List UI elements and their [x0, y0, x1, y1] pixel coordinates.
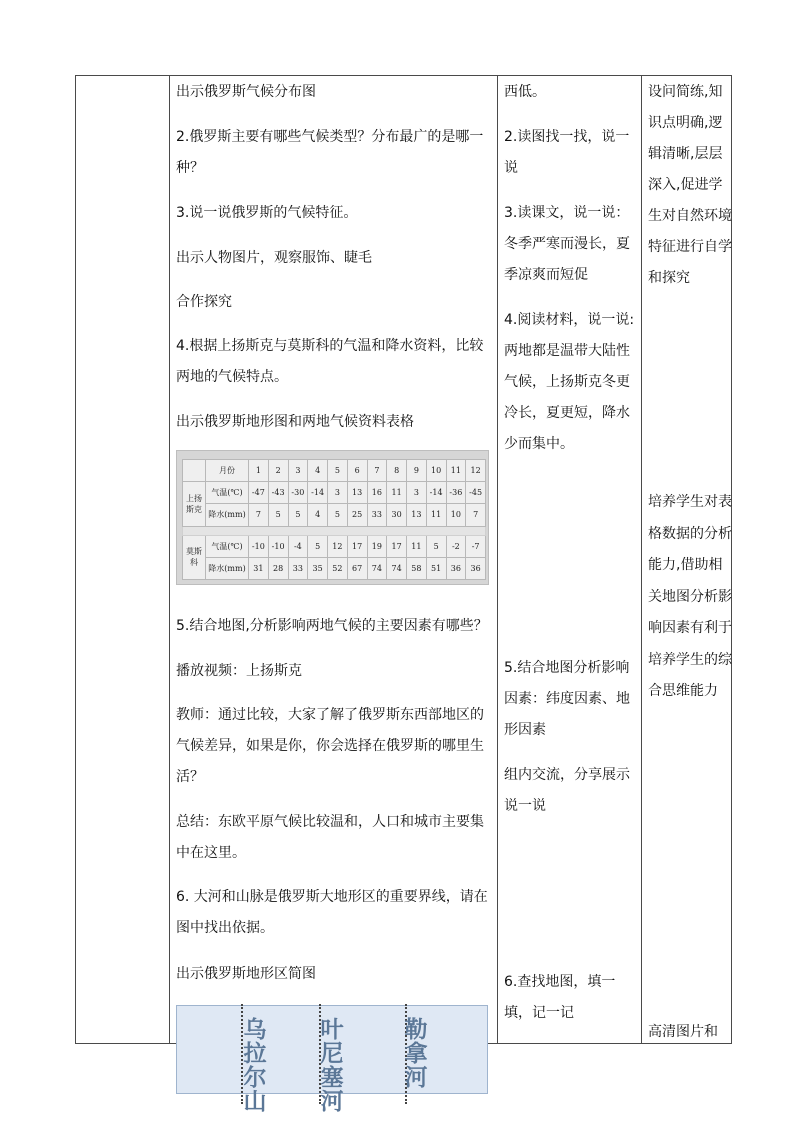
- climate-temperature-row: [183, 482, 486, 504]
- teacher-activity-text: 出示人物图片，观察服饰、睫毛: [176, 250, 372, 266]
- temperature-cell: 19: [367, 535, 387, 557]
- teacher-activity-text: 出示俄罗斯气候分布图: [176, 84, 316, 100]
- temperature-cell: 5: [308, 535, 328, 557]
- precipitation-label-cell: 降水(mm): [206, 557, 249, 579]
- design-intent-text: 设问简练,知识点明确,逻辑清晰,层层深入,促进学生对自然环境特征进行自学和探究: [648, 84, 732, 286]
- teacher-activity-text: 2.俄罗斯主要有哪些气候类型？分布最广的是哪一种？: [176, 129, 484, 176]
- precipitation-cell: 28: [268, 557, 288, 579]
- student-activity-text: 组内交流，分享展示说一说: [504, 767, 630, 814]
- precipitation-cell: 5: [288, 504, 308, 526]
- temperature-label-cell: 气温(℃): [206, 535, 249, 557]
- temperature-cell: -2: [446, 535, 466, 557]
- teacher-activity-text: 教师：通过比较，大家了解了俄罗斯东西部地区的气候差异，如果是你，你会选择在俄罗斯的哪里生活？: [176, 707, 484, 785]
- teacher-activity-text: 播放视频：上扬斯克: [176, 663, 302, 679]
- temperature-cell: 12: [328, 535, 348, 557]
- precipitation-cell: 31: [249, 557, 269, 579]
- month-cell: 5: [328, 460, 348, 482]
- column-divider: [169, 75, 170, 1044]
- temperature-cell: -10: [268, 535, 288, 557]
- precipitation-cell: 36: [446, 557, 466, 579]
- precipitation-cell: 33: [288, 557, 308, 579]
- precipitation-cell: 33: [367, 504, 387, 526]
- temperature-cell: 11: [387, 482, 407, 504]
- blank-header-cell: [183, 460, 206, 482]
- precipitation-cell: 5: [328, 504, 348, 526]
- climate-data-image: [176, 450, 489, 585]
- precipitation-cell: 11: [426, 504, 446, 526]
- temperature-cell: -43: [268, 482, 288, 504]
- temperature-cell: -36: [446, 482, 466, 504]
- design-intent-text: 培养学生对表格数据的分析能力,借助相关地图分析影响因素有利于培养学生的综合思维能力: [648, 494, 732, 699]
- teacher-activity-text: 4.根据上扬斯克与莫斯科的气温和降水资料，比较两地的气候特点。: [176, 338, 484, 385]
- precipitation-cell: 10: [446, 504, 466, 526]
- precipitation-cell: 35: [308, 557, 328, 579]
- month-header-label: 月份: [206, 460, 249, 482]
- russia-terrain-diagram: [176, 1005, 488, 1115]
- temperature-cell: -30: [288, 482, 308, 504]
- temperature-cell: -10: [249, 535, 269, 557]
- yenisei-river-label: 叶尼塞河: [320, 1017, 344, 1115]
- month-cell: 12: [466, 460, 486, 482]
- month-cell: 1: [249, 460, 269, 482]
- climate-header-row: [183, 460, 486, 482]
- precipitation-label-cell: 降水(mm): [206, 504, 249, 526]
- column-divider: [641, 75, 642, 1044]
- precipitation-cell: 25: [347, 504, 367, 526]
- lena-river-label: 勒拿河: [404, 1017, 428, 1091]
- month-cell: 11: [446, 460, 466, 482]
- student-activity-text: 西低。: [504, 84, 546, 100]
- month-cell: 9: [407, 460, 427, 482]
- temperature-cell: 17: [387, 535, 407, 557]
- teacher-activity-text: 出示俄罗斯地形图和两地气候资料表格: [176, 414, 414, 430]
- teacher-activity-text: 3.说一说俄罗斯的气候特征。: [176, 205, 358, 221]
- precipitation-cell: 51: [426, 557, 446, 579]
- teacher-activity-text: 5.结合地图,分析影响两地气候的主要因素有哪些？: [176, 618, 488, 634]
- temperature-cell: -14: [308, 482, 328, 504]
- precipitation-cell: 13: [407, 504, 427, 526]
- month-cell: 10: [426, 460, 446, 482]
- precipitation-cell: 52: [328, 557, 348, 579]
- precipitation-cell: 5: [268, 504, 288, 526]
- precipitation-cell: 58: [407, 557, 427, 579]
- climate-precipitation-row: [183, 557, 486, 579]
- temperature-cell: 3: [407, 482, 427, 504]
- month-cell: 3: [288, 460, 308, 482]
- month-cell: 8: [387, 460, 407, 482]
- student-activity-text: 5.结合地图分析影响因素：纬度因素、地形因素: [504, 660, 630, 738]
- climate-precipitation-row: [183, 504, 486, 526]
- precipitation-cell: 4: [308, 504, 328, 526]
- month-cell: 7: [367, 460, 387, 482]
- precipitation-cell: 7: [249, 504, 269, 526]
- student-activity-text: 3.读课文，说一说：冬季严寒而漫长，夏季凉爽而短促: [504, 205, 630, 283]
- temperature-cell: -4: [288, 535, 308, 557]
- teacher-activity-text: 6. 大河和山脉是俄罗斯大地形区的重要界线，请在图中找出依据。: [176, 889, 488, 936]
- temperature-cell: 17: [347, 535, 367, 557]
- month-cell: 6: [347, 460, 367, 482]
- precipitation-cell: 7: [466, 504, 486, 526]
- precipitation-cell: 74: [367, 557, 387, 579]
- temperature-label-cell: 气温(℃): [206, 482, 249, 504]
- precipitation-cell: 74: [387, 557, 407, 579]
- ural-mountains-label: 乌拉尔山: [243, 1017, 267, 1115]
- design-intent-text: 高清图片和: [648, 1024, 718, 1040]
- temperature-cell: 11: [407, 535, 427, 557]
- student-activity-text: 4.阅读材料，说一说:两地都是温带大陆性气候，上扬斯克冬更冷长，夏更短，降水少而集中。: [504, 312, 635, 452]
- row-gap-cell: [183, 526, 486, 535]
- month-cell: 2: [268, 460, 288, 482]
- climate-data-table: [182, 459, 486, 580]
- climate-row-gap: [183, 526, 486, 535]
- city-name-cell: 上扬斯克: [183, 482, 206, 526]
- student-activity-text: 2.读图找一找，说一说: [504, 129, 630, 176]
- precipitation-cell: 67: [347, 557, 367, 579]
- teacher-activity-text: 出示俄罗斯地形区简图: [176, 966, 316, 982]
- teacher-activity-text: 总结：东欧平原气候比较温和，人口和城市主要集中在这里。: [176, 814, 484, 861]
- temperature-cell: 5: [426, 535, 446, 557]
- column-divider: [497, 75, 498, 1044]
- temperature-cell: 3: [328, 482, 348, 504]
- precipitation-cell: 36: [466, 557, 486, 579]
- temperature-cell: -7: [466, 535, 486, 557]
- temperature-cell: -47: [249, 482, 269, 504]
- precipitation-cell: 30: [387, 504, 407, 526]
- student-activity-text: 6.查找地图，填一填，记一记: [504, 974, 616, 1021]
- temperature-cell: 13: [347, 482, 367, 504]
- teacher-activity-text: 合作探究: [176, 294, 232, 310]
- month-cell: 4: [308, 460, 328, 482]
- temperature-cell: 16: [367, 482, 387, 504]
- city-name-cell: 莫斯科: [183, 535, 206, 579]
- temperature-cell: -45: [466, 482, 486, 504]
- climate-temperature-row: [183, 535, 486, 557]
- temperature-cell: -14: [426, 482, 446, 504]
